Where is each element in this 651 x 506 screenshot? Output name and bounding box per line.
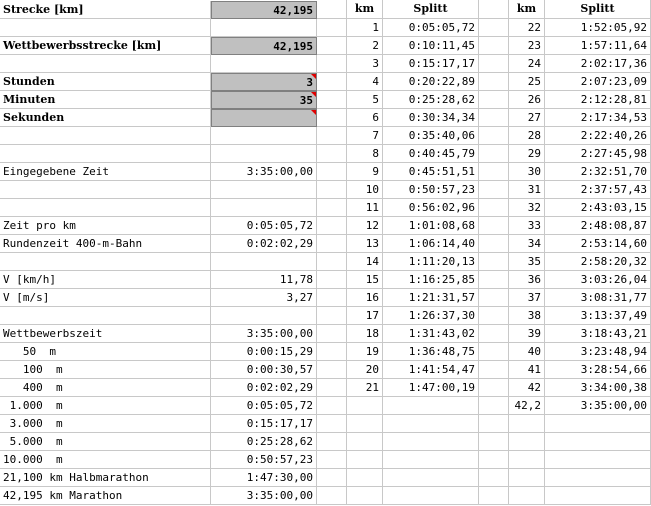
- split-header: Splitt: [383, 0, 479, 19]
- empty-cell: [383, 397, 479, 415]
- distance-time: 0:02:02,29: [211, 379, 317, 397]
- empty-cell: [479, 379, 509, 397]
- split-time: 2:43:03,15: [545, 199, 651, 217]
- empty-cell: [211, 199, 317, 217]
- split-km: 36: [509, 271, 545, 289]
- empty-cell: [383, 451, 479, 469]
- empty-cell: [317, 271, 347, 289]
- empty-cell: [545, 451, 651, 469]
- split-time: 1:52:05,92: [545, 19, 651, 37]
- split-time: 3:23:48,94: [545, 343, 651, 361]
- distance-time: 0:05:05,72: [211, 397, 317, 415]
- minuten-value-input[interactable]: 35: [211, 91, 317, 109]
- split-time: 0:56:02,96: [383, 199, 479, 217]
- empty-cell: [0, 181, 211, 199]
- split-km: 17: [347, 307, 383, 325]
- split-time: 0:40:45,79: [383, 145, 479, 163]
- empty-cell: [317, 0, 347, 19]
- split-km: 24: [509, 55, 545, 73]
- split-time: 2:27:45,98: [545, 145, 651, 163]
- empty-cell: [317, 289, 347, 307]
- empty-cell: [211, 55, 317, 73]
- distance-time: 0:25:28,62: [211, 433, 317, 451]
- split-km: 37: [509, 289, 545, 307]
- empty-cell: [0, 307, 211, 325]
- empty-cell: [479, 325, 509, 343]
- split-time: 3:18:43,21: [545, 325, 651, 343]
- split-km: 9: [347, 163, 383, 181]
- empty-cell: [479, 73, 509, 91]
- split-km: 22: [509, 19, 545, 37]
- split-time: 2:53:14,60: [545, 235, 651, 253]
- split-km: 15: [347, 271, 383, 289]
- split-time: 3:35:00,00: [545, 397, 651, 415]
- empty-cell: [317, 199, 347, 217]
- split-km: 8: [347, 145, 383, 163]
- stunden-label: Stunden: [0, 73, 211, 91]
- empty-cell: [479, 487, 509, 505]
- split-time: 2:17:34,53: [545, 109, 651, 127]
- empty-cell: [317, 127, 347, 145]
- empty-cell: [347, 451, 383, 469]
- empty-cell: [479, 235, 509, 253]
- split-km: 41: [509, 361, 545, 379]
- empty-cell: [383, 433, 479, 451]
- split-time: 0:10:11,45: [383, 37, 479, 55]
- split-km: 12: [347, 217, 383, 235]
- split-km: 11: [347, 199, 383, 217]
- empty-cell: [509, 451, 545, 469]
- split-time: 1:01:08,68: [383, 217, 479, 235]
- empty-cell: [545, 433, 651, 451]
- split-km: 7: [347, 127, 383, 145]
- empty-cell: [479, 0, 509, 19]
- split-km: 35: [509, 253, 545, 271]
- rundenzeit-label: Rundenzeit 400-m-Bahn: [0, 235, 211, 253]
- split-km: 42,2: [509, 397, 545, 415]
- distance-label: 3.000 m: [0, 415, 211, 433]
- distance-label: 5.000 m: [0, 433, 211, 451]
- split-km: 26: [509, 91, 545, 109]
- empty-cell: [545, 415, 651, 433]
- split-time: 1:57:11,64: [545, 37, 651, 55]
- empty-cell: [545, 487, 651, 505]
- zeit-pro-km-label: Zeit pro km: [0, 217, 211, 235]
- empty-cell: [479, 91, 509, 109]
- empty-cell: [317, 91, 347, 109]
- empty-cell: [545, 469, 651, 487]
- distance-label: 42,195 km Marathon: [0, 487, 211, 505]
- split-header: Splitt: [545, 0, 651, 19]
- empty-cell: [509, 415, 545, 433]
- empty-cell: [317, 181, 347, 199]
- empty-cell: [317, 433, 347, 451]
- split-time: 2:02:17,36: [545, 55, 651, 73]
- empty-cell: [317, 55, 347, 73]
- split-time: 2:12:28,81: [545, 91, 651, 109]
- empty-cell: [317, 415, 347, 433]
- empty-cell: [479, 343, 509, 361]
- empty-cell: [211, 127, 317, 145]
- v-ms-value: 3,27: [211, 289, 317, 307]
- empty-cell: [317, 361, 347, 379]
- empty-cell: [317, 397, 347, 415]
- empty-cell: [479, 271, 509, 289]
- split-km: 6: [347, 109, 383, 127]
- wettbewerbsstrecke-label: Wettbewerbsstrecke [km]: [0, 37, 211, 55]
- empty-cell: [317, 217, 347, 235]
- v-kmh-value: 11,78: [211, 271, 317, 289]
- v-ms-label: V [m/s]: [0, 289, 211, 307]
- empty-cell: [479, 37, 509, 55]
- strecke-value-input[interactable]: 42,195: [211, 1, 317, 19]
- split-time: 1:47:00,19: [383, 379, 479, 397]
- empty-cell: [479, 55, 509, 73]
- empty-cell: [479, 361, 509, 379]
- wettbewerbszeit-label: Wettbewerbszeit: [0, 325, 211, 343]
- empty-cell: [479, 217, 509, 235]
- split-km: 27: [509, 109, 545, 127]
- split-time: 0:50:57,23: [383, 181, 479, 199]
- empty-cell: [509, 487, 545, 505]
- split-time: 3:28:54,66: [545, 361, 651, 379]
- split-time: 3:03:26,04: [545, 271, 651, 289]
- split-time: 1:06:14,40: [383, 235, 479, 253]
- split-time: 2:58:20,32: [545, 253, 651, 271]
- split-km: 1: [347, 19, 383, 37]
- sekunden-value-input[interactable]: [211, 109, 317, 127]
- empty-cell: [0, 55, 211, 73]
- distance-time: 3:35:00,00: [211, 487, 317, 505]
- split-km: 34: [509, 235, 545, 253]
- split-km: 31: [509, 181, 545, 199]
- eingegebene-zeit-label: Eingegebene Zeit: [0, 163, 211, 181]
- distance-time: 0:00:30,57: [211, 361, 317, 379]
- split-time: 0:15:17,17: [383, 55, 479, 73]
- empty-cell: [383, 487, 479, 505]
- empty-cell: [317, 109, 347, 127]
- km-header: km: [347, 0, 383, 19]
- split-time: 1:36:48,75: [383, 343, 479, 361]
- split-km: 10: [347, 181, 383, 199]
- v-kmh-label: V [km/h]: [0, 271, 211, 289]
- split-km: 19: [347, 343, 383, 361]
- distance-time: 0:00:15,29: [211, 343, 317, 361]
- empty-cell: [479, 469, 509, 487]
- empty-cell: [211, 19, 317, 37]
- distance-time: 0:50:57,23: [211, 451, 317, 469]
- distance-time: 1:47:30,00: [211, 469, 317, 487]
- split-time: 1:11:20,13: [383, 253, 479, 271]
- empty-cell: [509, 433, 545, 451]
- empty-cell: [347, 415, 383, 433]
- split-km: 38: [509, 307, 545, 325]
- empty-cell: [317, 307, 347, 325]
- empty-cell: [211, 253, 317, 271]
- empty-cell: [317, 469, 347, 487]
- distance-label: 1.000 m: [0, 397, 211, 415]
- split-km: 30: [509, 163, 545, 181]
- empty-cell: [479, 181, 509, 199]
- split-km: 32: [509, 199, 545, 217]
- split-km: 2: [347, 37, 383, 55]
- sekunden-label: Sekunden: [0, 109, 211, 127]
- split-time: 1:26:37,30: [383, 307, 479, 325]
- empty-cell: [479, 433, 509, 451]
- empty-cell: [479, 145, 509, 163]
- split-time: 1:16:25,85: [383, 271, 479, 289]
- split-km: 3: [347, 55, 383, 73]
- minuten-label: Minuten: [0, 91, 211, 109]
- split-time: 1:41:54,47: [383, 361, 479, 379]
- split-km: 29: [509, 145, 545, 163]
- empty-cell: [317, 343, 347, 361]
- split-time: 2:37:57,43: [545, 181, 651, 199]
- rundenzeit-value: 0:02:02,29: [211, 235, 317, 253]
- distance-time: 0:15:17,17: [211, 415, 317, 433]
- split-time: 3:34:00,38: [545, 379, 651, 397]
- empty-cell: [479, 415, 509, 433]
- wettbewerbszeit-value: 3:35:00,00: [211, 325, 317, 343]
- wettbewerbsstrecke-value-input[interactable]: 42,195: [211, 37, 317, 55]
- split-time: 2:32:51,70: [545, 163, 651, 181]
- empty-cell: [479, 163, 509, 181]
- split-time: 1:31:43,02: [383, 325, 479, 343]
- split-time: 2:07:23,09: [545, 73, 651, 91]
- empty-cell: [317, 235, 347, 253]
- split-km: 20: [347, 361, 383, 379]
- split-km: 40: [509, 343, 545, 361]
- empty-cell: [479, 253, 509, 271]
- empty-cell: [479, 289, 509, 307]
- split-km: 18: [347, 325, 383, 343]
- split-time: 0:45:51,51: [383, 163, 479, 181]
- empty-cell: [317, 37, 347, 55]
- empty-cell: [317, 379, 347, 397]
- zeit-pro-km-value: 0:05:05,72: [211, 217, 317, 235]
- empty-cell: [479, 127, 509, 145]
- split-km: 23: [509, 37, 545, 55]
- distance-label: 400 m: [0, 379, 211, 397]
- split-km: 4: [347, 73, 383, 91]
- empty-cell: [317, 19, 347, 37]
- empty-cell: [211, 145, 317, 163]
- empty-cell: [509, 469, 545, 487]
- empty-cell: [317, 325, 347, 343]
- empty-cell: [0, 145, 211, 163]
- empty-cell: [479, 199, 509, 217]
- distance-label: 21,100 km Halbmarathon: [0, 469, 211, 487]
- empty-cell: [0, 199, 211, 217]
- split-km: 25: [509, 73, 545, 91]
- empty-cell: [347, 487, 383, 505]
- split-km: 21: [347, 379, 383, 397]
- distance-label: 100 m: [0, 361, 211, 379]
- empty-cell: [211, 181, 317, 199]
- km-header: km: [509, 0, 545, 19]
- empty-cell: [0, 127, 211, 145]
- empty-cell: [317, 451, 347, 469]
- strecke-label: Strecke [km]: [0, 1, 211, 19]
- empty-cell: [479, 307, 509, 325]
- empty-cell: [347, 469, 383, 487]
- split-km: 13: [347, 235, 383, 253]
- eingegebene-zeit-value: 3:35:00,00: [211, 163, 317, 181]
- split-km: 39: [509, 325, 545, 343]
- split-time: 3:08:31,77: [545, 289, 651, 307]
- empty-cell: [479, 109, 509, 127]
- split-time: 3:13:37,49: [545, 307, 651, 325]
- split-time: 0:30:34,34: [383, 109, 479, 127]
- split-time: 0:20:22,89: [383, 73, 479, 91]
- split-km: 33: [509, 217, 545, 235]
- distance-label: 50 m: [0, 343, 211, 361]
- empty-cell: [317, 145, 347, 163]
- split-km: 14: [347, 253, 383, 271]
- split-time: 2:22:40,26: [545, 127, 651, 145]
- split-km: 16: [347, 289, 383, 307]
- empty-cell: [383, 415, 479, 433]
- split-time: 0:25:28,62: [383, 91, 479, 109]
- stunden-value-input[interactable]: 3: [211, 73, 317, 91]
- empty-cell: [479, 397, 509, 415]
- empty-cell: [479, 19, 509, 37]
- empty-cell: [317, 253, 347, 271]
- distance-label: 10.000 m: [0, 451, 211, 469]
- empty-cell: [211, 307, 317, 325]
- split-time: 1:21:31,57: [383, 289, 479, 307]
- empty-cell: [383, 469, 479, 487]
- empty-cell: [347, 397, 383, 415]
- empty-cell: [317, 487, 347, 505]
- empty-cell: [479, 451, 509, 469]
- empty-cell: [317, 163, 347, 181]
- split-km: 42: [509, 379, 545, 397]
- empty-cell: [0, 19, 211, 37]
- split-time: 0:05:05,72: [383, 19, 479, 37]
- split-time: 0:35:40,06: [383, 127, 479, 145]
- split-km: 5: [347, 91, 383, 109]
- split-km: 28: [509, 127, 545, 145]
- empty-cell: [347, 433, 383, 451]
- empty-cell: [0, 253, 211, 271]
- empty-cell: [317, 73, 347, 91]
- split-time: 2:48:08,87: [545, 217, 651, 235]
